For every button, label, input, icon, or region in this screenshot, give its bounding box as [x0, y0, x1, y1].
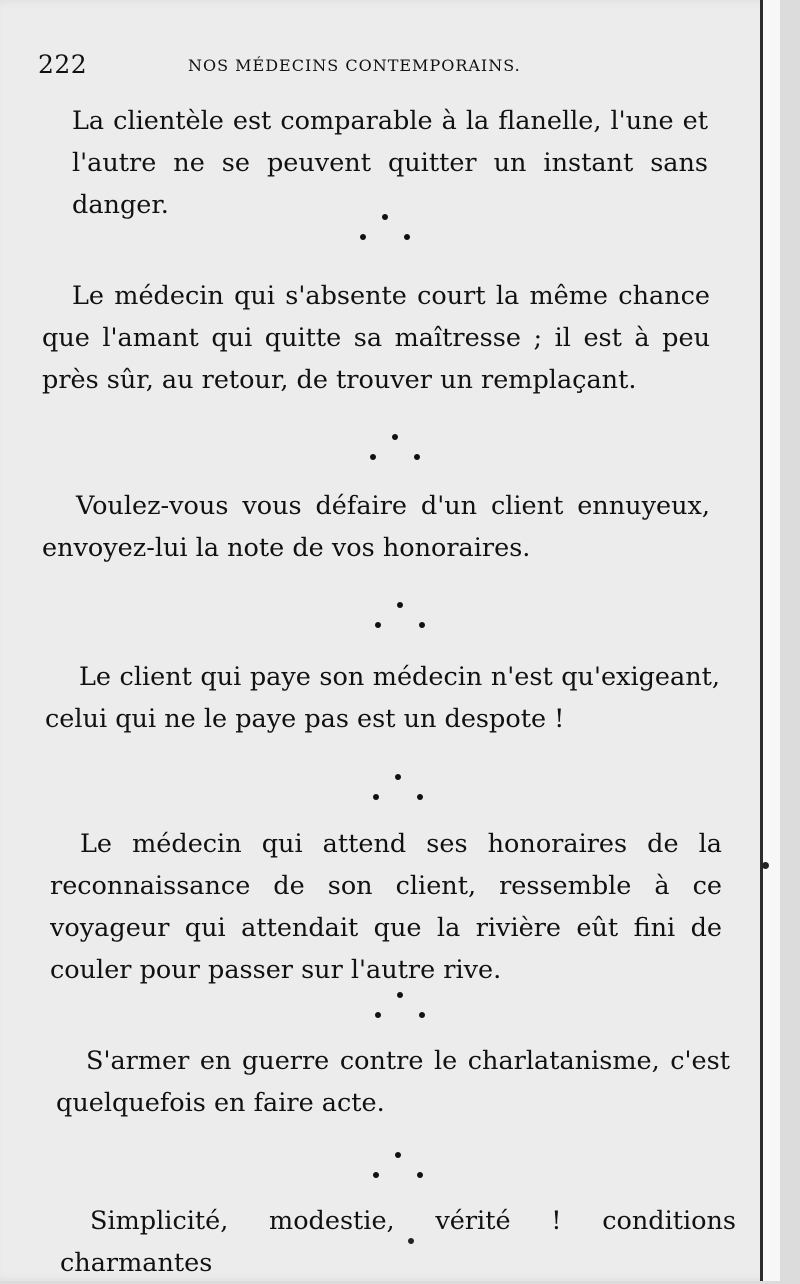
- section-separator-5: [360, 988, 440, 1028]
- paragraph-3: Voulez-vous vous défaire d'un client ennuyeux, envoyez-lui la note de vos honoraires.: [42, 491, 710, 563]
- paragraph-7: Simplicité, modestie, vérité ! conditions charmantes: [60, 1206, 736, 1278]
- ink-speck: [762, 862, 769, 869]
- section-separator-4: [358, 770, 438, 810]
- page-header: [38, 50, 738, 80]
- paragraph-1: La clientèle est comparable à la flanelle, l'une et l'autre ne se peuvent quitter un instant sans danger.: [72, 106, 708, 220]
- running-title: NOS MÉDECINS CONTEMPORAINS.: [188, 56, 521, 75]
- ink-speck: [408, 1238, 414, 1244]
- paragraph-4: Le client qui paye son médecin n'est qu'exigeant, celui qui ne le paye pas est un despote !: [45, 662, 720, 734]
- section-separator-3: [360, 598, 440, 638]
- page-edge: [760, 0, 780, 1281]
- page-number: 222: [38, 50, 88, 79]
- section-separator-2: [355, 430, 435, 470]
- section-separator-1: [345, 210, 425, 250]
- paragraph-5: Le médecin qui attend ses honoraires de la reconnaissance de son client, ressemble à ce voyageur qui attendait que la rivière eût fini de couler pour passer sur l'autre rive.: [50, 829, 722, 985]
- paragraph-6: S'armer en guerre contre le charlatanisme, c'est quelquefois en faire acte.: [56, 1046, 730, 1118]
- section-separator-6: [358, 1148, 438, 1188]
- paragraph-2: Le médecin qui s'absente court la même chance que l'amant qui quitte sa maîtresse ; il est à peu près sûr, au retour, de trouver un remplaçant.: [42, 281, 710, 395]
